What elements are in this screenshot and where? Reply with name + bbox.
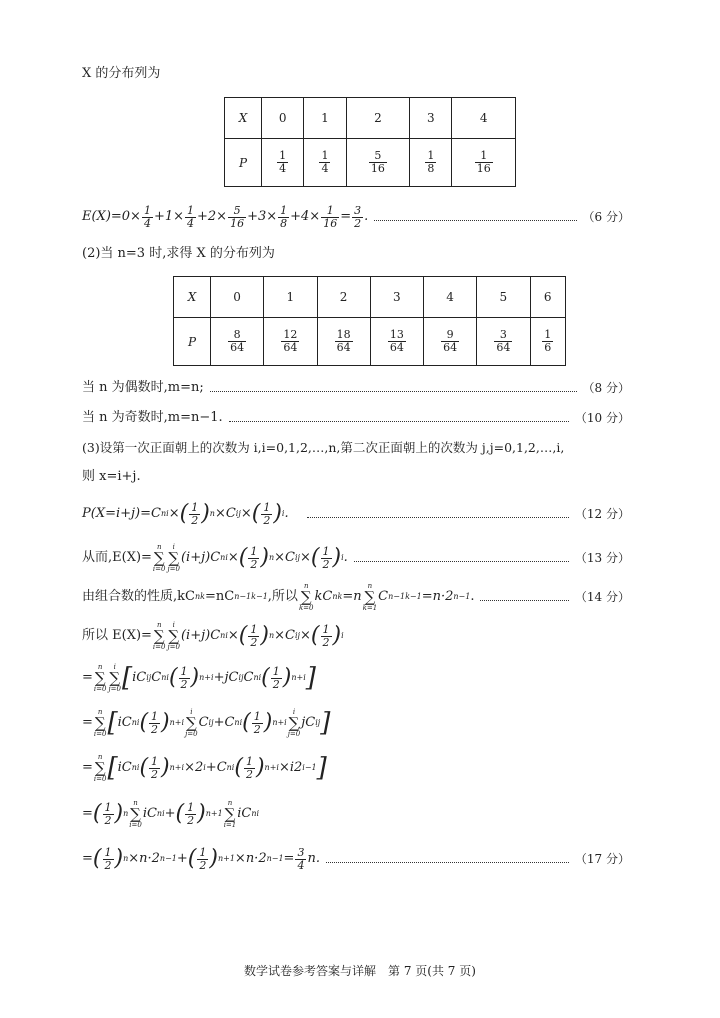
table1-p-cell: $\frac{1}{16}$ xyxy=(452,139,516,187)
table2-x-row xyxy=(174,277,566,318)
combination-property-line: 由组合数的性质,kC n k =nC n−1 k−1 ,所以 n ∑ k=0 kC n k =n n ∑ k=1 C n−1 k−1 =n·2 n−1 . （14 分） xyxy=(82,581,630,612)
table2-row-label-p: P xyxy=(174,318,211,366)
table1-x-cell: 2 xyxy=(346,98,410,139)
table1-row-label-x: X xyxy=(225,98,262,139)
expectation-sum-line: 从而,E(X)= n ∑ i=0 i ∑ j=0 (i+j)C n i × ( $\frac{1}{2}$ ) n ×C i j × ( $\frac{1}{2}$ ) i . （13 分） xyxy=(82,542,630,573)
intro-text: X 的分布列为 xyxy=(82,66,161,81)
derivation-step-1: = n ∑ i=0 i ∑ j=0 [ iC i j C n i ( $\frac{1}{2}$ ) n+i +jC i j C n i ( $\frac{1}{2}$ ) n+i ] xyxy=(82,662,316,693)
score-label: （14 分） xyxy=(574,590,630,604)
table1-x-cell: 1 xyxy=(304,98,346,139)
odd-case-line: 当 n 为奇数时,m=n−1. （10 分） xyxy=(82,410,630,425)
score-label: （12 分） xyxy=(574,507,630,521)
table2-x-cell: 4 xyxy=(424,277,477,318)
score-label: （17 分） xyxy=(574,852,630,866)
distribution-table-1 xyxy=(224,97,516,187)
table1-p-row xyxy=(225,139,516,187)
dot-leader xyxy=(229,421,569,422)
table2-x-cell: 0 xyxy=(211,277,264,318)
table1-p-cell: $\frac{1}{4}$ xyxy=(304,139,346,187)
table2-x-cell: 1 xyxy=(264,277,317,318)
table2-x-cell: 3 xyxy=(370,277,423,318)
part3-line-2: 则 x=i+j. xyxy=(82,469,141,484)
dot-leader xyxy=(374,220,576,221)
table1-x-cell: 0 xyxy=(262,98,304,139)
table1-p-cell: $\frac{1}{4}$ xyxy=(262,139,304,187)
distribution-table-2 xyxy=(173,276,566,366)
table1-x-cell: 3 xyxy=(410,98,452,139)
table2-p-cell: $\frac{1}{6}$ xyxy=(530,318,566,366)
part3-line-1: (3)设第一次正面朝上的次数为 i,i=0,1,2,…,n,第二次正面朝上的次数为 j,j=0,1,2,…,i, xyxy=(82,440,565,455)
table2-x-cell: 5 xyxy=(477,277,530,318)
derivation-step-4: = ( $\frac{1}{2}$ ) n n ∑ i=0 iC n i + ( $\frac{1}{2}$ ) n+1 n ∑ i=1 iC n i xyxy=(82,798,260,829)
table2-p-cell: $\frac{9}{64}$ xyxy=(424,318,477,366)
table1-p-cell: $\frac{1}{8}$ xyxy=(410,139,452,187)
dot-leader xyxy=(480,600,568,601)
derivation-step-2: = n ∑ i=0 [ iC n i ( $\frac{1}{2}$ ) n+i i ∑ j=0 C i j +C n i ( $\frac{1}{2}$ ) n+i i ∑ j=0 jC i j ] xyxy=(82,707,331,738)
so-expectation-line: 所以 E(X)= n ∑ i=0 i ∑ j=0 (i+j)C n i × ( $\frac{1}{2}$ ) n ×C i j × ( $\frac{1}{2}$ ) i xyxy=(82,620,344,651)
dot-leader xyxy=(307,517,569,518)
dot-leader xyxy=(210,391,577,392)
table2-p-cell: $\frac{18}{64}$ xyxy=(317,318,370,366)
table2-p-cell: $\frac{3}{64}$ xyxy=(477,318,530,366)
derivation-step-5: = ( $\frac{1}{2}$ ) n ×n·2 n−1 + ( $\frac{1}{2}$ ) n+1 ×n·2 n−1 = $\frac{3}{4}$ n. （17 分） xyxy=(82,845,630,872)
score-label: （8 分） xyxy=(582,381,630,395)
table2-x-cell: 6 xyxy=(530,277,566,318)
table2-p-cell: $\frac{12}{64}$ xyxy=(264,318,317,366)
dot-leader xyxy=(326,862,569,863)
dot-leader xyxy=(354,561,569,562)
derivation-step-3: = n ∑ i=0 [ iC n i ( $\frac{1}{2}$ ) n+i ×2 i +C n i ( $\frac{1}{2}$ ) n+i ×i2 i−1 ] xyxy=(82,752,327,783)
table2-p-cell: $\frac{13}{64}$ xyxy=(370,318,423,366)
table2-p-cell: $\frac{8}{64}$ xyxy=(211,318,264,366)
table2-p-row xyxy=(174,318,566,366)
table1-x-row xyxy=(225,98,516,139)
table1-x-cell: 4 xyxy=(452,98,516,139)
table2-x-cell: 2 xyxy=(317,277,370,318)
probability-line: P(X=i+j)=C n i × ( $\frac{1}{2}$ ) n ×C i j × ( $\frac{1}{2}$ ) i . （12 分） xyxy=(82,500,630,527)
score-label: （13 分） xyxy=(574,551,630,565)
score-label: （10 分） xyxy=(574,411,630,425)
table2-row-label-x: X xyxy=(174,277,211,318)
page-footer: 数学试卷参考答案与详解 第 7 页(共 7 页) xyxy=(244,964,476,978)
score-label: （6 分） xyxy=(582,210,630,224)
expectation-line: E(X)=0× $\frac{1}{4}$ +1× $\frac{1}{4}$ +2× $\frac{5}{16}$ +3× $\frac{1}{8}$ +4× $\frac{1}{16}$ = $\frac{3}{2}$ . （6 分） xyxy=(82,203,630,230)
table1-p-cell: $\frac{5}{16}$ xyxy=(346,139,410,187)
even-case-line: 当 n 为偶数时,m=n; （8 分） xyxy=(82,380,630,395)
table1-row-label-p: P xyxy=(225,139,262,187)
part2-line xyxy=(82,246,630,262)
intro-line xyxy=(82,66,630,82)
part2-text: (2)当 n=3 时,求得 X 的分布列为 xyxy=(82,246,275,261)
